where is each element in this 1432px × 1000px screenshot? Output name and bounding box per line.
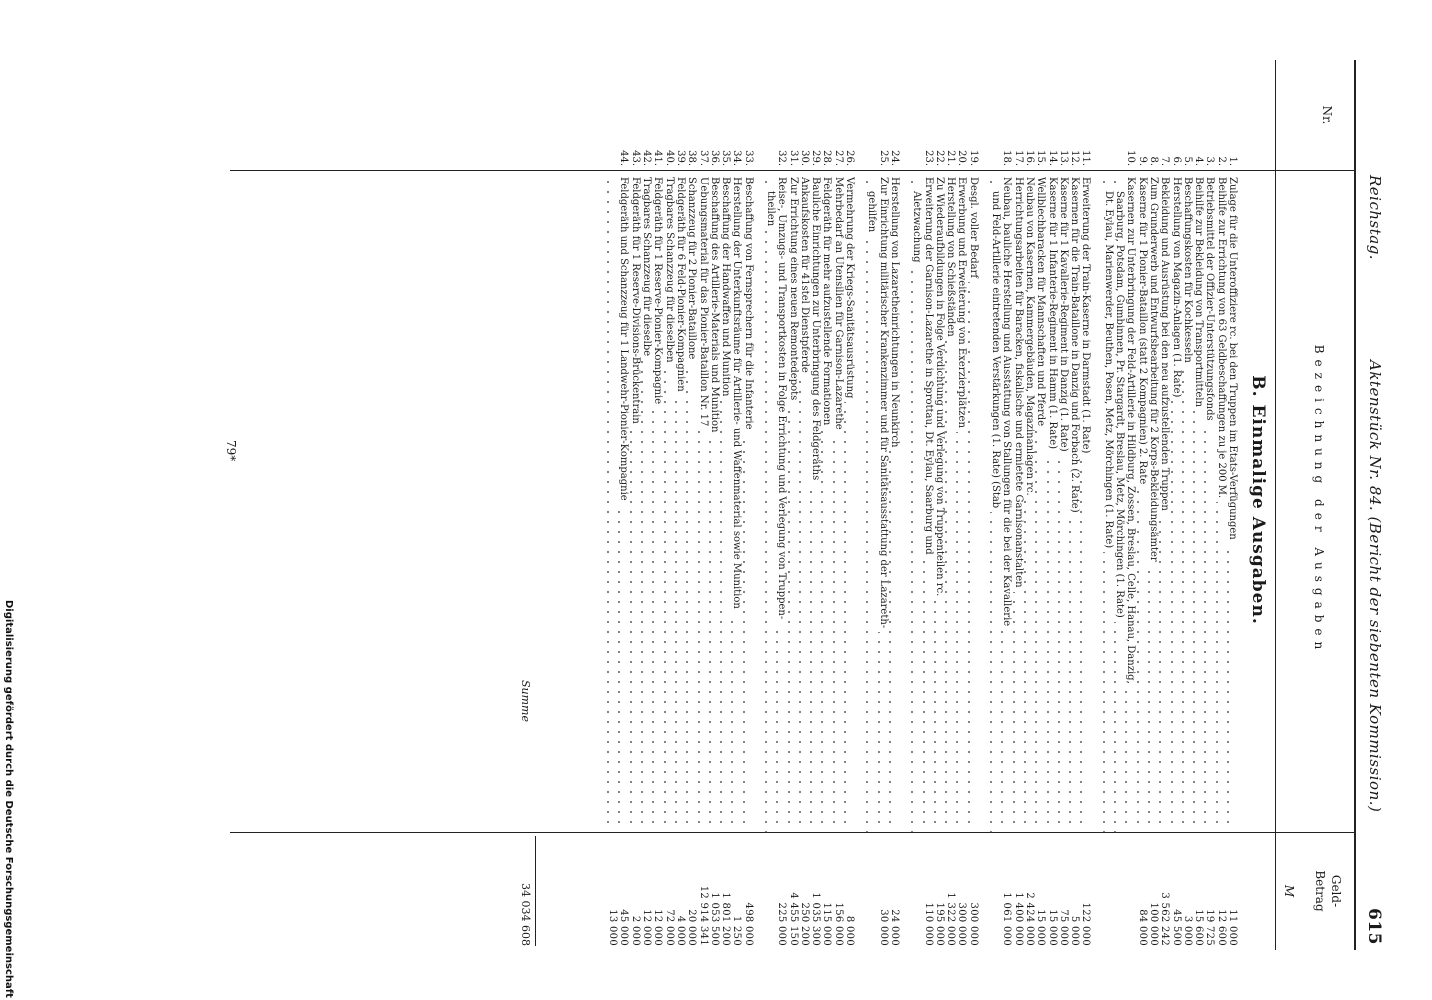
table-row <box>1148 60 1159 950</box>
row-amount: 1 061 000 <box>1001 892 1013 946</box>
table-row <box>1136 60 1147 950</box>
table-row <box>1170 60 1181 950</box>
row-description-text: und Feld-Artillerie eintretenden Verstärkungen (1. Rate) (Stab <box>990 191 1001 512</box>
table-row <box>844 60 855 950</box>
row-number: 36. <box>708 150 720 166</box>
row-number: 14. <box>1046 150 1058 166</box>
row-amount: 122 000 <box>1080 902 1092 946</box>
row-description-text: Erwerbung und Erweiterung von Exerzierplätzen <box>956 177 967 432</box>
row-description <box>652 177 663 827</box>
total-label: Summe <box>519 680 532 722</box>
table-row <box>663 60 674 950</box>
row-amount: 250 200 <box>798 902 810 946</box>
row-description <box>675 177 686 827</box>
row-description <box>844 177 855 827</box>
row-amount: 75 000 <box>1057 909 1069 946</box>
table-row <box>1069 60 1080 950</box>
column-betrag-line1: Geld- <box>1329 874 1343 908</box>
row-description-text: theilen <box>765 191 776 230</box>
row-description-text: Zur Errichtung eines neuen Remontedepots <box>788 177 799 404</box>
table-row <box>731 60 742 950</box>
row-amount: 12 000 <box>652 909 664 946</box>
row-number: 35. <box>720 150 732 166</box>
row-description-text: Neubau, bauliche Herstellung und Ausstattung von Stallungen für die bei der Kavallerie <box>1001 177 1012 630</box>
row-amount: 72 000 <box>663 909 675 946</box>
row-description <box>934 177 945 827</box>
row-description <box>731 177 742 827</box>
row-number: 11. <box>1080 150 1092 166</box>
row-amount: 225 000 <box>776 902 788 946</box>
table-row <box>1058 60 1069 950</box>
row-amount: 1 801 200 <box>720 892 732 946</box>
table-row <box>1046 60 1057 950</box>
row-description-text: Zur Einrichtung militärischer Krankenzimmer und für Sanitätsausstattung der Lazareth- <box>878 177 889 632</box>
table-row <box>990 60 1001 950</box>
row-number: 17. <box>1012 150 1024 166</box>
row-description <box>686 177 697 827</box>
row-description-text: Bekleidung und Ausrüstung bei den neu aufzustellenden Truppen <box>1159 177 1170 515</box>
row-description-text: Vermehrung der Kriegs-Sanitätsausrüstung <box>844 177 855 402</box>
row-number: 12. <box>1069 150 1081 166</box>
row-description-text: Erweiterung der Train-Kaserne in Darmstadt (1. Rate) <box>1080 177 1091 457</box>
running-header <box>1354 60 1390 950</box>
table-row <box>1182 60 1193 950</box>
row-amount: 5 000 <box>1069 915 1081 946</box>
row-amount: 11 000 <box>1227 909 1238 946</box>
row-description <box>1193 177 1204 827</box>
column-betrag-line2: Betrag <box>1313 870 1327 912</box>
row-description <box>1182 177 1193 827</box>
row-description <box>709 177 720 827</box>
row-number: 9. <box>1136 156 1148 166</box>
row-description-text: Beschaffung von Fernsprechern für die Infanterie <box>743 177 754 434</box>
row-amount: 100 000 <box>1147 902 1159 946</box>
row-description <box>945 177 956 827</box>
row-amount: 20 000 <box>686 909 698 946</box>
row-description <box>607 177 618 827</box>
row-number: 20. <box>956 150 968 166</box>
row-description-text: Feldgeräth für mehr aufzustellende Formationen <box>822 177 833 429</box>
row-number: 23. <box>922 150 934 166</box>
row-number: 38. <box>686 150 698 166</box>
row-amount: 12 000 <box>641 909 653 946</box>
row-number: 4. <box>1193 156 1205 166</box>
row-description-text: Kaserne für 1 Infanterie-Regiment in Hamm (1. Rate) <box>1047 177 1058 453</box>
row-number: 31. <box>787 150 799 166</box>
row-amount: 300 000 <box>967 902 979 946</box>
row-amount: 4 000 <box>674 915 686 946</box>
table-row <box>833 60 844 950</box>
row-description <box>799 177 810 827</box>
row-description <box>1125 177 1136 827</box>
row-description-text: Zulage für die Unteroffiziere rc. bei den Truppen im Etats-Verfügungen <box>1227 177 1238 544</box>
row-description <box>956 177 967 827</box>
row-number: 33. <box>742 150 754 166</box>
row-amount: 1 035 300 <box>810 892 822 946</box>
table-row <box>742 60 753 950</box>
row-number: 27. <box>832 150 844 166</box>
row-number: 29. <box>810 150 822 166</box>
row-number: 8. <box>1147 156 1159 166</box>
row-number: 25. <box>877 150 889 166</box>
row-description <box>1024 177 1035 827</box>
row-description <box>1159 177 1170 827</box>
row-description-text: Desgl. voller Bedarf <box>968 177 979 282</box>
row-number: 18. <box>1001 150 1013 166</box>
row-number: 40. <box>663 150 675 166</box>
row-description-text: Herstellung von Lazaretheinrichtungen in Neunkirch <box>889 177 900 451</box>
row-amount: 115 000 <box>821 902 833 946</box>
table-row <box>1159 60 1170 950</box>
row-description-text: Beschaffungskosten für Kochkesseln <box>1182 177 1193 367</box>
row-description-text: Beschaffung des Artillerie-Materials und Munition <box>709 177 720 436</box>
table-row <box>652 60 663 950</box>
table-row <box>776 60 787 950</box>
row-description-text: Ankaufskosten für 41stel Dienstpferde <box>799 177 810 377</box>
row-description-text: Beihilfe zur Bekleidung von Transportmitteln <box>1193 177 1204 411</box>
row-amount: 2 000 <box>629 915 641 946</box>
total-rule <box>535 836 536 946</box>
table-row <box>1215 60 1226 950</box>
row-amount: 498 000 <box>742 902 754 946</box>
column-currency: M <box>1282 884 1296 898</box>
row-description <box>742 177 753 827</box>
header-center: Aktenstück Nr. 84. (Bericht der siebenten Kommission.) <box>1366 360 1384 813</box>
row-number: 2. <box>1215 156 1227 166</box>
expense-table <box>607 60 1238 950</box>
row-number: 7. <box>1159 156 1171 166</box>
row-amount: 19 725 <box>1204 909 1216 946</box>
row-description <box>967 177 978 827</box>
row-number: 21. <box>945 150 957 166</box>
row-description-text: Wellblechbaracken für Mannschaften und Pferde <box>1035 177 1046 430</box>
row-description-text: Erweiterung der Garnison-Lazarethe in Sprottau, Dt. Eylau, Saarburg und <box>923 177 934 559</box>
row-number: 42. <box>641 150 653 166</box>
row-number: 43. <box>629 150 641 166</box>
table-row <box>1114 60 1125 950</box>
row-number: 41. <box>652 150 664 166</box>
row-number: 44. <box>618 150 630 166</box>
table-row <box>686 60 697 950</box>
row-description-text: Aletzwachung <box>911 191 922 266</box>
table-row <box>922 60 933 950</box>
row-amount: 45 500 <box>1170 909 1182 946</box>
page-number: 615 <box>1364 908 1384 945</box>
row-amount: 1 322 000 <box>945 892 957 946</box>
row-description-text: Tragbares Schanzzeug für dieselben <box>664 177 675 367</box>
row-description-text: Betriebsmittel der Offizier-Unterstützungsfonds <box>1204 177 1215 425</box>
row-description <box>629 177 640 827</box>
table-row <box>945 60 956 950</box>
row-number: 5. <box>1181 156 1193 166</box>
row-description <box>1102 177 1113 841</box>
row-number: 13. <box>1057 150 1069 166</box>
table-row <box>1012 60 1023 950</box>
row-description-text: Feldgeräth für 6 Feld-Pionier-Kompagnien <box>675 177 686 396</box>
total-row <box>518 60 532 950</box>
table-row <box>934 60 945 950</box>
row-number: 3. <box>1204 156 1216 166</box>
table-row <box>629 60 640 950</box>
row-description-text: Zum Grunderwerb und Entwurfsbearbeitung für 2 Korps-Bekleidungsämter <box>1148 177 1159 566</box>
row-description <box>776 177 787 827</box>
row-description-text: Feldgeräth und Schanzzeug für 1 Landwehr-Pionier-Kompagnie <box>618 177 629 505</box>
column-betrag <box>1312 832 1344 950</box>
table-row <box>709 60 720 950</box>
table-row <box>607 60 618 950</box>
row-amount: 300 000 <box>956 902 968 946</box>
table-row <box>1125 60 1136 950</box>
table-row <box>911 60 922 950</box>
row-description-text: Beihilfe zur Errichtung von 63 Geldbeschaffungen zu je 200 M. <box>1216 177 1227 502</box>
row-description <box>720 177 731 827</box>
row-description <box>1148 177 1159 827</box>
row-description <box>641 177 652 827</box>
table-row <box>720 60 731 950</box>
table-row <box>877 60 888 950</box>
row-description-text: Mehrbedarf an Utensilien für Garnison-Lazarethe <box>833 177 844 434</box>
row-number: 15. <box>1035 150 1047 166</box>
row-description <box>990 177 1001 841</box>
column-header <box>1275 60 1354 950</box>
row-description <box>877 177 888 827</box>
row-description-text: Reise-, Umzugs- und Transportkosten in Folge Errichtung und Verlegung von Truppen- <box>776 177 787 623</box>
row-number: 26. <box>844 150 856 166</box>
row-number: 28. <box>821 150 833 166</box>
column-nr: Nr. <box>1320 105 1334 125</box>
row-amount: 156 000 <box>832 902 844 946</box>
row-amount: 2 424 000 <box>1023 892 1035 946</box>
row-description-text: Feldgeräth für 1 Reserve-Pionier-Kompagnie <box>652 177 663 408</box>
row-number: 22. <box>933 150 945 166</box>
row-description <box>821 177 832 827</box>
row-description-text: Dt. Eylau, Marienwerder, Beuthen, Posen, Metz, Mörchingen (1. Rate) <box>1103 191 1114 552</box>
row-description <box>765 177 776 841</box>
table-row <box>1193 60 1204 950</box>
page-signature: 79* <box>224 440 238 462</box>
row-amount: 30 000 <box>877 909 889 946</box>
row-description <box>922 177 933 827</box>
table-row <box>821 60 832 950</box>
row-amount: 3 562 242 <box>1159 892 1171 946</box>
row-amount: 3 000 <box>1181 915 1193 946</box>
row-description-text: Kaserne für 1 Pionier-Bataillon (statt 2 Kompagnien) 2. Rate <box>1137 177 1148 488</box>
table-row <box>1001 60 1012 950</box>
row-number: 32. <box>776 150 788 166</box>
row-description <box>618 177 629 827</box>
row-amount: 4 455 150 <box>787 892 799 946</box>
row-description <box>1001 177 1012 827</box>
row-description <box>1114 177 1125 841</box>
total-amount: 34 034 608 <box>519 883 532 946</box>
row-number: 16. <box>1023 150 1035 166</box>
row-amount: 84 000 <box>1136 909 1148 946</box>
table-row <box>1102 60 1113 950</box>
row-description-text <box>607 177 618 181</box>
row-amount: 195 000 <box>933 902 945 946</box>
row-number: 1. <box>1227 156 1238 166</box>
column-bezeichnung: Bezeichnung der Ausgaben <box>1312 344 1326 656</box>
row-amount: 15 600 <box>1193 909 1205 946</box>
row-amount: 1 400 000 <box>1012 892 1024 946</box>
row-description <box>1170 177 1181 827</box>
table-row <box>956 60 967 950</box>
row-description-text: Kaserne für 1 Kavallerie-Regiment in Danzig (1. Rate) <box>1058 177 1069 456</box>
row-description <box>866 177 877 841</box>
row-amount: 1 053 500 <box>708 892 720 946</box>
row-description-text: Tragbares Schanzzeug für dieselbe <box>641 177 652 360</box>
table-row <box>810 60 821 950</box>
table-row <box>799 60 810 950</box>
table-row <box>967 60 978 950</box>
table-row <box>675 60 686 950</box>
row-description <box>1058 177 1069 827</box>
row-number: 10. <box>1125 150 1137 166</box>
row-description <box>663 177 674 827</box>
table-row <box>787 60 798 950</box>
row-amount: 12 600 <box>1215 909 1227 946</box>
row-number: 6. <box>1170 156 1182 166</box>
table-row <box>889 60 900 950</box>
table-row <box>1204 60 1215 950</box>
row-number: 34. <box>731 150 743 166</box>
table-row <box>1035 60 1046 950</box>
row-amount: 8 000 <box>844 915 856 946</box>
header-left: Reichstag. <box>1366 175 1384 261</box>
row-description-text: Herstellung von Schießständen <box>945 177 956 341</box>
table-row <box>765 60 776 950</box>
row-description <box>1069 177 1080 827</box>
row-description <box>697 177 708 827</box>
table-row <box>1080 60 1091 950</box>
row-amount: 1 250 <box>731 915 743 946</box>
funding-sidebar <box>0 600 22 998</box>
row-number: 24. <box>888 150 900 166</box>
row-amount: 45 000 <box>618 909 630 946</box>
row-description-text: gehilfen <box>866 191 877 236</box>
table-row <box>697 60 708 950</box>
row-description <box>833 177 844 827</box>
table-row <box>641 60 652 950</box>
row-number: 30. <box>798 150 810 166</box>
table-row <box>1227 60 1238 950</box>
row-description-text: Herrichtungsarbeiten für Baracken, fiskalische und ermietete Garnisonanstalten <box>1013 177 1024 592</box>
row-amount: 15 000 <box>1035 909 1047 946</box>
row-description-text: Feldgeräth für 1 Reserve-Divisions-Brückentrain <box>630 177 641 428</box>
row-description <box>1012 177 1023 827</box>
document-page <box>170 60 1390 950</box>
row-description-text: Schanzzeug für 2 Pionier-Bataillone <box>686 177 697 363</box>
row-description <box>1215 177 1226 827</box>
row-description-text: Herstellung der Unterkunftsräume für Artillerie- und Waffenmaterial sowie Munition <box>731 177 742 613</box>
funding-note: Digitalisierung gefördert durch die Deutsche Forschungsgemeinschaft <box>3 600 14 998</box>
row-description <box>1035 177 1046 827</box>
row-amount: 15 000 <box>1046 909 1058 946</box>
row-description <box>911 177 922 841</box>
row-description-text: Kasernen zur Unterbringung der Feld-Artillerie in Hildburg, Zossen, Breslau, Celle, Hanau, Danzig, <box>1125 177 1136 688</box>
section-title: B. Einmalige Ausgaben. <box>1248 375 1268 625</box>
row-description-text: Neubau von Kasernen, Kammergebäuden, Magazinanlagen rc. <box>1024 177 1035 500</box>
row-amount: 13 000 <box>607 909 619 946</box>
row-description-text: Herstellung von Magazin-Anlagen (1. Rate) <box>1171 177 1182 401</box>
row-amount: 110 000 <box>922 902 934 946</box>
row-description-text: Uebungsmaterial für das Pionier-Bataillon Nr. 17 <box>698 177 709 430</box>
row-description-text: Beschaffung der Handwaffen und Munition <box>720 177 731 400</box>
row-description-text: Bauliche Einrichtungen zur Unterbringung des Feldgeräths <box>810 177 821 484</box>
row-description-text: Zu Wiederaufbildungen in Folge Verdichtung und Verlegung von Truppenteilen rc. <box>934 177 945 600</box>
table-row <box>618 60 629 950</box>
row-description <box>889 177 900 827</box>
row-description <box>1204 177 1215 827</box>
row-description <box>1227 177 1238 827</box>
table-row <box>866 60 877 950</box>
row-description <box>787 177 798 827</box>
row-amount: 12 914 341 <box>697 885 709 946</box>
row-description <box>1046 177 1057 827</box>
table-row <box>1024 60 1035 950</box>
row-description <box>1080 177 1091 827</box>
row-number: 37. <box>697 150 709 166</box>
row-description-text: Saarburg, Potsdam, Gumbinnen, Pr. Stargardt, Breslau, Metz, Mörchingen (1. Rate) <box>1114 191 1125 622</box>
row-description <box>810 177 821 827</box>
row-number: 39. <box>674 150 686 166</box>
row-description-text: Kasernen für die Train-Bataillone in Danzig und Forbach (2. Rate) <box>1069 177 1080 517</box>
row-description <box>1136 177 1147 827</box>
row-amount: 24 000 <box>888 909 900 946</box>
row-number: 19. <box>967 150 979 166</box>
